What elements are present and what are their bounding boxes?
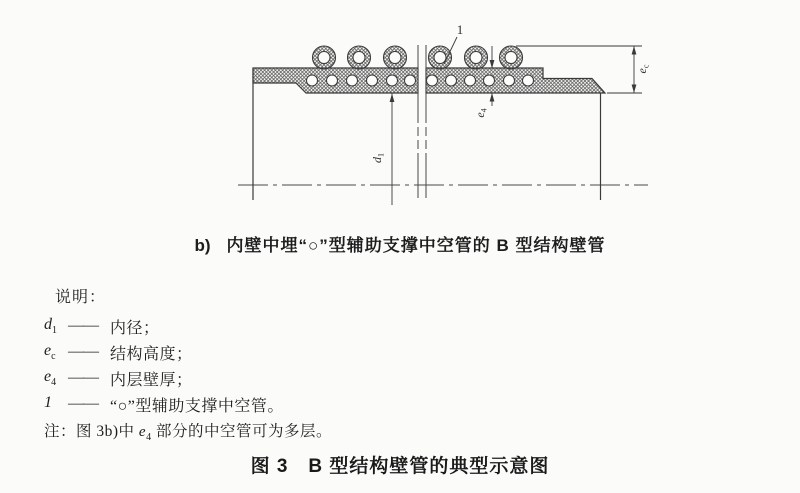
sub-caption — [0, 231, 800, 256]
legend — [44, 288, 332, 450]
embedded-hole — [347, 75, 358, 86]
note-symbol: e — [138, 424, 147, 440]
legend-dash: —— — [68, 343, 98, 360]
embedded-hole — [504, 75, 515, 86]
legend-item-ec — [44, 339, 332, 365]
support-tube-ring — [465, 46, 488, 69]
ec-dimension-label: $e_c$ — [635, 64, 651, 74]
sub-caption-index: b) — [194, 236, 211, 255]
embedded-hole — [367, 75, 378, 86]
legend-dash: —— — [68, 395, 98, 412]
embedded-hole — [465, 75, 476, 86]
support-tube-ring — [313, 46, 336, 69]
arrowhead-down-icon — [632, 85, 637, 94]
arrowhead-down-icon — [490, 60, 495, 69]
break-lines — [418, 45, 426, 198]
legend-symbol: $e_c$ — [44, 341, 56, 363]
callout-1-label: 1 — [456, 22, 464, 37]
sub-caption-text: 内壁中埋“○”型辅助支撑中空管的 B 型结构壁管 — [226, 236, 606, 255]
note-prefix: 注：图 3b)中 — [44, 423, 139, 440]
legend-item-d1 — [44, 313, 332, 339]
embedded-hole — [387, 75, 398, 86]
embedded-hole — [446, 75, 457, 86]
legend-heading: 说明： — [55, 289, 107, 306]
embedded-hole — [327, 75, 338, 86]
support-tube-ring — [384, 46, 407, 69]
e4-dimension-label: $e_4$ — [473, 108, 489, 118]
legend-label: 内径； — [110, 319, 160, 337]
support-tube-ring — [348, 46, 371, 69]
embedded-hole — [307, 75, 318, 86]
legend-item-e4 — [44, 365, 332, 391]
arrowhead-up-icon — [490, 93, 495, 102]
legend-item-1 — [44, 391, 332, 417]
legend-label: 结构高度； — [110, 345, 193, 363]
note-symbol-sub: 4 — [146, 432, 152, 444]
figure-title: 图 3 B 型结构壁管的典型示意图 — [250, 456, 550, 477]
legend-label: 内层壁厚； — [110, 371, 193, 389]
embedded-hole — [427, 75, 438, 86]
arrowhead-up-icon — [632, 46, 637, 55]
note-suffix: 部分的中空管可为多层。 — [151, 423, 332, 440]
support-tube-ring — [429, 46, 452, 69]
legend-dash: —— — [68, 369, 98, 386]
figure-note — [44, 420, 332, 450]
arrowhead-up-icon — [390, 94, 395, 103]
legend-symbol: 1 — [44, 393, 52, 411]
legend-label: “○”型辅助支撑中空管。 — [110, 397, 284, 415]
legend-symbol: $d_1$ — [44, 315, 57, 337]
d1-dimension-label: $d_1$ — [370, 153, 386, 163]
dimension-d1 — [370, 94, 394, 206]
embedded-hole — [405, 75, 416, 86]
embedded-hole — [484, 75, 495, 86]
support-tube-ring — [500, 46, 523, 69]
legend-dash: —— — [68, 317, 98, 334]
callout-1 — [444, 22, 463, 64]
embedded-hole — [523, 75, 534, 86]
legend-symbol: $e_4$ — [44, 367, 57, 389]
